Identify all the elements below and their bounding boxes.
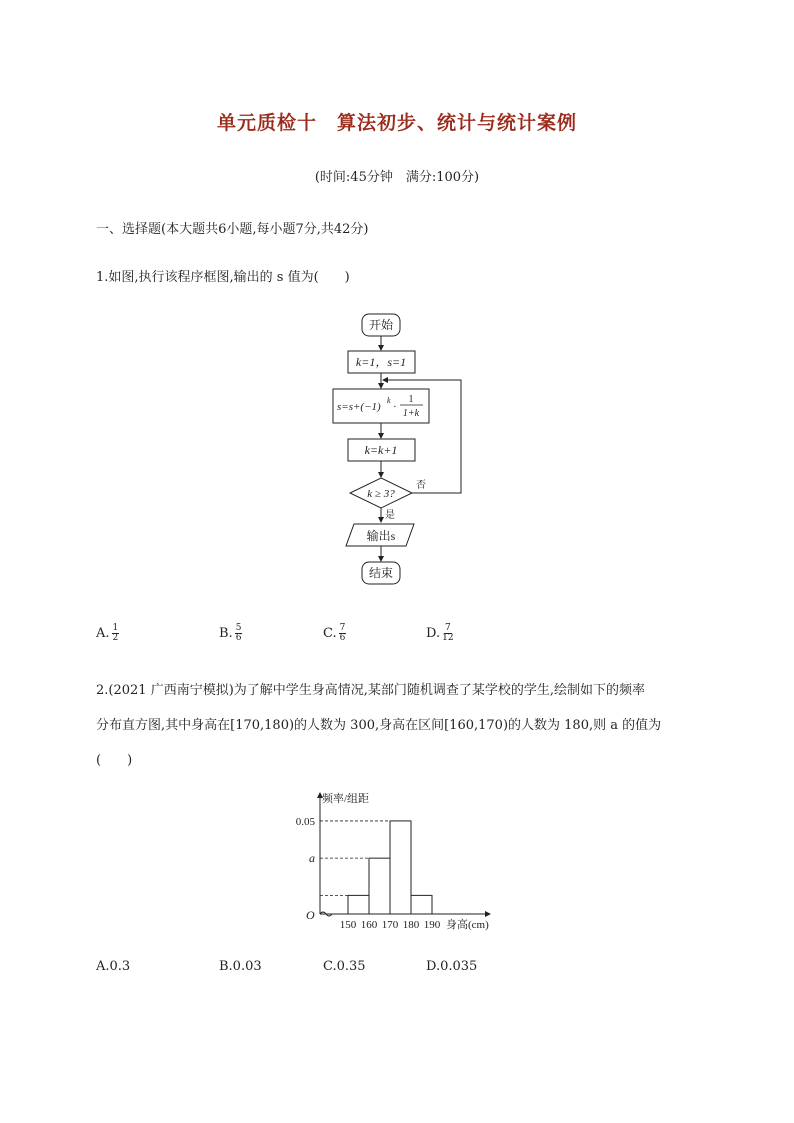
flow-assign-numerator: 1 [408, 394, 414, 405]
q1-option-c-label: C. [323, 626, 337, 641]
histogram-bar-150 [348, 895, 369, 914]
x-tick-label-180: 180 [402, 919, 420, 931]
q2-option-a: A.0.3 [96, 959, 131, 974]
q1-option-b-label: B. [219, 626, 233, 641]
flow-start-text: 开始 [368, 318, 394, 332]
page-title: 单元质检十 算法初步、统计与统计案例 [216, 112, 577, 134]
y-tick-label-a: a [309, 851, 315, 866]
histogram-bar-160 [369, 858, 390, 914]
time-info: (时间:45分钟 满分:100分) [314, 170, 480, 185]
q1-option-a-label: A. [96, 626, 110, 641]
flow-assign-exponent: k [387, 396, 391, 405]
question-1-text: 1.如图,执行该程序框图,输出的 s 值为( ) [96, 270, 350, 285]
flow-condition-text: k ≥ 3? [367, 488, 395, 500]
q1-option-a-num: 1 [112, 623, 119, 633]
q1-option-d [426, 624, 454, 643]
q1-option-c-den: 6 [339, 633, 346, 643]
x-tick-label-150: 150 [339, 919, 357, 931]
flow-assign-denominator: 1+k [402, 408, 420, 419]
q1-option-a [96, 624, 119, 643]
y-axis-label: 频率/组距 [322, 793, 370, 805]
x-tick-label-190: 190 [423, 919, 441, 931]
histogram [280, 785, 510, 935]
origin-label: O [306, 908, 315, 922]
q2-option-d: D.0.035 [426, 959, 478, 974]
flow-assign-dot: · [393, 401, 397, 413]
histogram-bar-170 [390, 821, 411, 914]
flow-assign-lhs: s=s+(−1) [337, 401, 381, 413]
x-tick-label-160: 160 [360, 919, 378, 931]
q2-option-c: C.0.35 [323, 959, 366, 974]
q1-option-d-den: 12 [442, 633, 454, 643]
question-2-line-1: 2.(2021 广西南宁模拟)为了解中学生身高情况,某部门随机调查了某学校的学生,绘制如下的频率 [96, 683, 646, 698]
y-tick-label-0-05: 0.05 [295, 815, 315, 828]
q1-option-b-den: 6 [235, 633, 242, 643]
q1-option-c-num: 7 [339, 623, 346, 633]
q2-option-b: B.0.03 [219, 959, 262, 974]
q1-option-d-num: 7 [444, 623, 451, 633]
q1-option-b [219, 624, 242, 643]
flow-end-text: 结束 [368, 566, 394, 580]
q1-option-b-num: 5 [235, 623, 242, 633]
flow-init-text: k=1，s=1 [355, 355, 407, 369]
flow-increment-text: k=k+1 [364, 443, 398, 457]
section-heading: 一、选择题(本大题共6小题,每小题7分,共42分) [96, 222, 369, 237]
x-axis-label: 身高(cm) [446, 919, 489, 931]
q1-option-c [323, 624, 346, 643]
question-2-line-3: ( ) [96, 753, 133, 768]
histogram-bar-180 [411, 895, 432, 914]
flow-no-label: 否 [416, 480, 426, 491]
q1-option-a-den: 2 [112, 633, 119, 643]
question-2-line-2: 分布直方图,其中身高在[170,180)的人数为 300,身高在区间[160,170)的人数为 180,则 a 的值为 [96, 718, 662, 733]
flow-output-text: 输出s [366, 529, 396, 543]
flow-yes-label: 是 [385, 510, 395, 521]
q1-option-d-label: D. [426, 626, 441, 641]
x-tick-label-170: 170 [381, 919, 399, 931]
